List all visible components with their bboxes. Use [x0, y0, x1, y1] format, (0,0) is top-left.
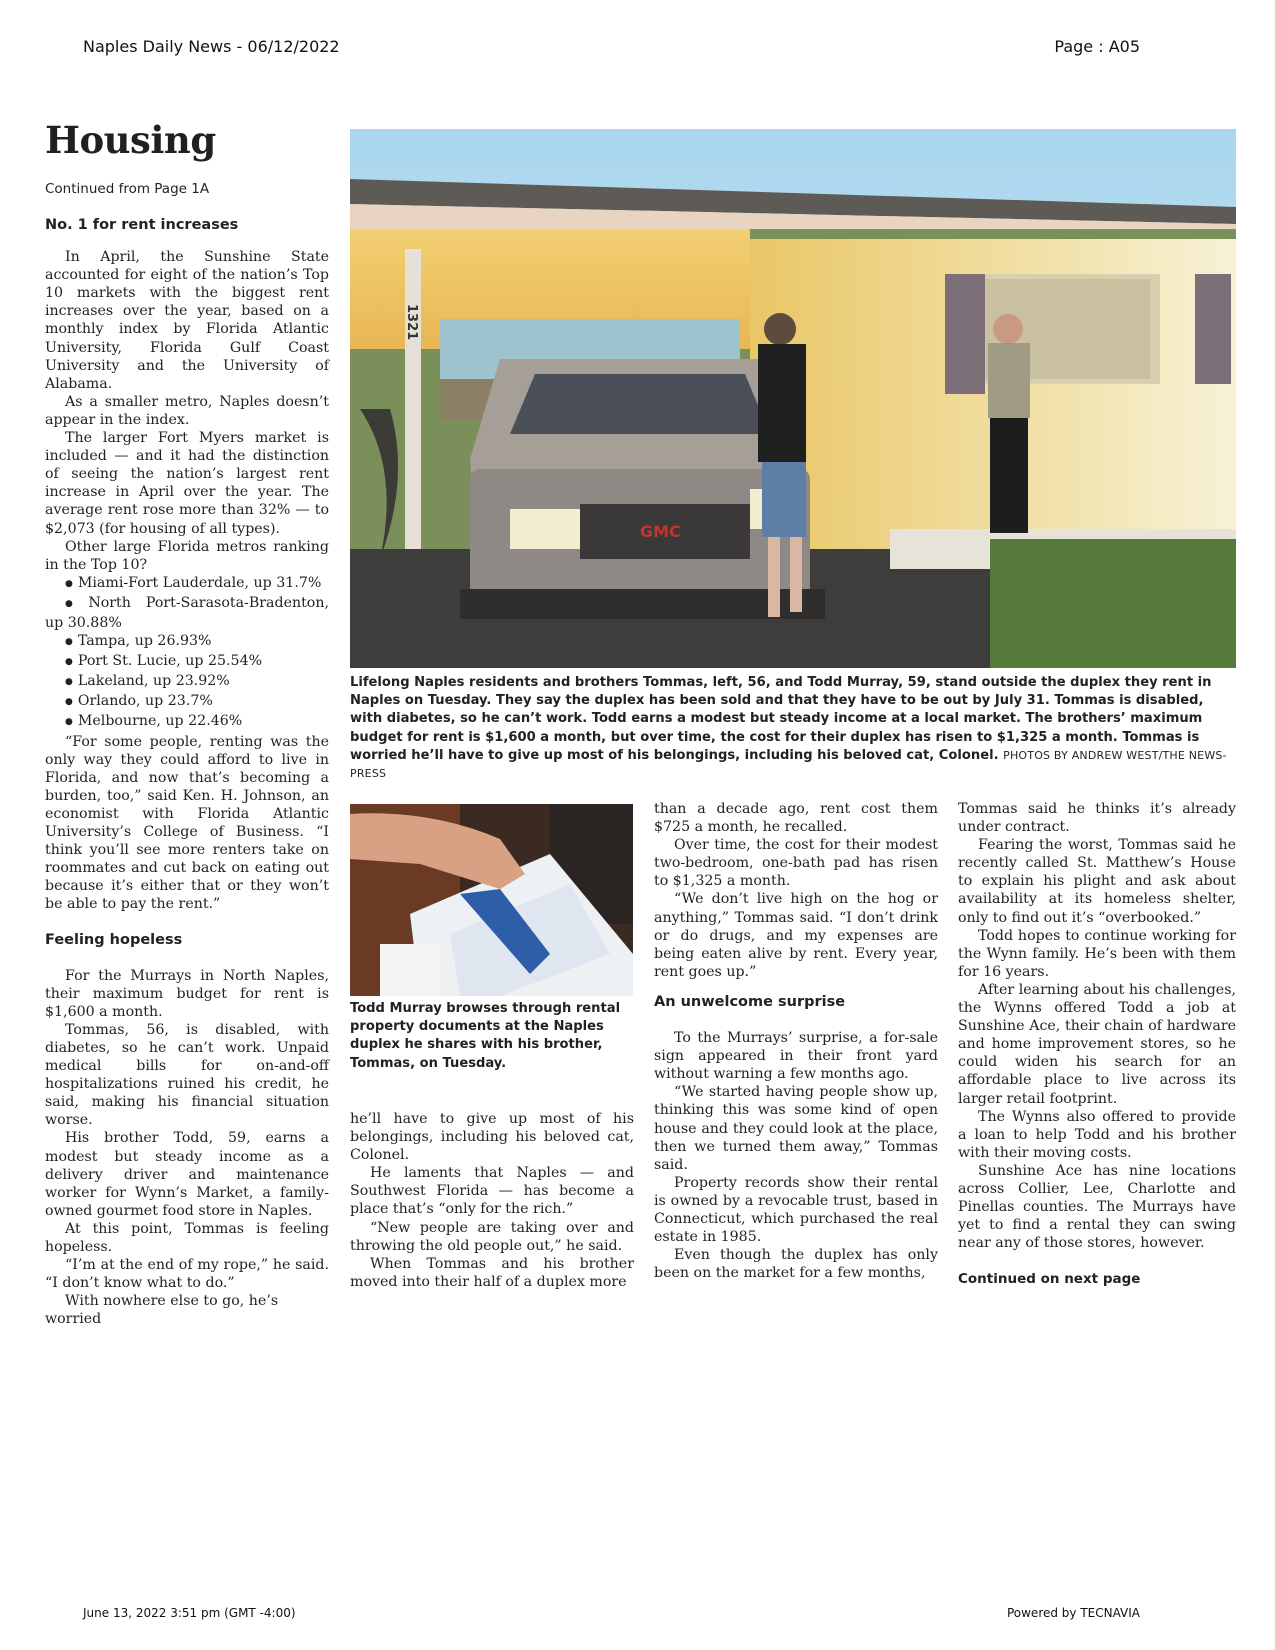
metro-list [45, 574, 329, 733]
list-item: ● Tampa, up 26.93% [45, 632, 329, 652]
paragraph: In April, the Sunshine State accounted for eight of the nation’s Top 10 markets with the biggest rent increases over the year, based on a monthly index by Florida Atlantic University, Florida Gulf Coast University and the University of Alabama. [45, 249, 329, 392]
documents-photo-caption: Todd Murray browses through rental property documents at the Naples duplex he shares with his brother, Tommas, on Tuesday. [350, 1001, 621, 1071]
article-headline: Housing [45, 118, 216, 162]
truck-badge: GMC [640, 522, 681, 541]
paragraph: As a smaller metro, Naples doesn’t appear in the index. [45, 393, 329, 428]
paragraph: “New people are taking over and throwing the old people out,” he said. [350, 1219, 634, 1254]
list-item: ● Orlando, up 23.7% [45, 692, 329, 712]
paragraph: “For some people, renting was the only way they could afford to live in Florida, and now that’s becoming a burden, too,” said Ken. H. Johnson, an economist with Florida Atlantic University’s College of Business. “I think you’ll see more renters take on roommates and cut back on eating out because it’s either that or they won’t be able to pay the rent.” [45, 733, 329, 913]
main-photo [350, 129, 1236, 668]
paragraph: When Tommas and his brother moved into their half of a duplex more [350, 1255, 634, 1290]
paragraph: At this point, Tommas is feeling hopeless. [45, 1220, 329, 1255]
paragraph: Tommas said he thinks it’s already under contract. [958, 801, 1236, 836]
paragraph: he’ll have to give up most of his belongings, including his beloved cat, Colonel. [350, 1111, 634, 1164]
paragraph: Fearing the worst, Tommas said he recently called St. Matthew’s House to explain his plight and ask about availability at its homeless shelter, only to find out it’s “overbooked.” [958, 837, 1236, 926]
paragraph: For the Murrays in North Naples, their maximum budget for rent is $1,600 a month. [45, 967, 329, 1020]
paragraph: Other large Florida metros ranking in the Top 10? [45, 538, 329, 573]
paragraph: Sunshine Ace has nine locations across Collier, Lee, Charlotte and Pinellas counties. The Murrays have yet to find a rental they can swing near any of those stores, however. [958, 1162, 1236, 1252]
paragraph: With nowhere else to go, he’s worried [45, 1293, 279, 1328]
article-column-3 [654, 800, 938, 1282]
subhead-rent-increases: No. 1 for rent increases [45, 217, 239, 233]
paragraph: He laments that Naples — and Southwest Florida — has become a place that’s “only for the rich.” [350, 1165, 634, 1218]
page-number: Page : A05 [1054, 37, 1140, 56]
continued-next-page: Continued on next page [958, 1271, 1141, 1288]
article-column-4 [958, 800, 1236, 1288]
paragraph: Tommas, 56, is disabled, with diabetes, so he can’t work. Unpaid medical bills for on-and-off hospitalizations ruined his credit, he said, making his financial situation worse. [45, 1021, 329, 1129]
publication-title: Naples Daily News - 06/12/2022 [83, 37, 340, 56]
paragraph: His brother Todd, 59, earns a modest but steady income as a delivery driver and maintenance worker for Wynn’s Market, a family-owned gourmet food store in Naples. [45, 1130, 329, 1219]
list-item: ● Lakeland, up 23.92% [45, 672, 329, 692]
photo-credit: PHOTOS BY ANDREW WEST/THE NEWS-PRESS [350, 748, 1227, 781]
documents-photo [350, 804, 633, 996]
subhead-feeling-hopeless: Feeling hopeless [45, 932, 183, 949]
main-photo-caption [350, 674, 1235, 783]
powered-by: Powered by TECNAVIA [1006, 1606, 1140, 1620]
article-column-2 [350, 1110, 634, 1291]
print-timestamp: June 13, 2022 3:51 pm (GMT -4:00) [83, 1606, 296, 1620]
house-number: 1321 [404, 304, 419, 341]
list-item: ● Melbourne, up 22.46% [45, 712, 329, 732]
paragraph: “We started having people show up, thinking this was some kind of open house and they could look at the place, then we turned them away,” Tommas said. [654, 1084, 938, 1173]
list-item: ● North Port-Sarasota-Bradenton, up 30.88% [45, 594, 329, 632]
paragraph: After learning about his challenges, the Wynns offered Todd a job at Sunshine Ace, their chain of hardware and home improvement stores, so he could widen his search for an affordable place to live across its larger retail footprint. [958, 981, 1236, 1107]
paragraph: To the Murrays’ surprise, a for-sale sign appeared in their front yard without warning a few months ago. [654, 1030, 938, 1083]
paragraph: Even though the duplex has only been on the market for a few months, [654, 1247, 938, 1282]
paragraph: “I’m at the end of my rope,” he said. “I don’t know what to do.” [45, 1257, 329, 1292]
caption-text: Lifelong Naples residents and brothers Tommas, left, 56, and Todd Murray, 59, stand outside the duplex they rent in Naples on Tuesday. They say the duplex has been sold and that they have to be out by July 31. Tommas is disabled, with diabetes, so he can’t work. Todd earns a modest but steady income at a local market. The brothers’ maximum budget for rent is $1,600 a month, but over time, the cost for their duplex has risen to $1,325 a month. Tommas is worried he’ll have to give up most of his belongings, including his beloved cat, Colonel. [350, 675, 1212, 763]
paragraph: Todd hopes to continue working for the Wynn family. He’s been with them for 16 years. [958, 927, 1236, 980]
continued-from: Continued from Page 1A [45, 181, 210, 197]
list-item: ● Miami-Fort Lauderdale, up 31.7% [45, 574, 329, 594]
paragraph: than a decade ago, rent cost them $725 a month, he recalled. [654, 801, 938, 836]
paragraph: The larger Fort Myers market is included — and it had the distinction of seeing the nation’s largest rent increase in April over the year. The average rent rose more than 32% — to $2,073 (for housing of all types). [45, 430, 329, 537]
subhead-unwelcome-surprise: An unwelcome surprise [654, 993, 846, 1010]
paragraph: Over time, the cost for their modest two-bedroom, one-bath pad has risen to $1,325 a month. [654, 837, 938, 890]
paragraph: Property records show their rental is owned by a revocable trust, based in Connecticut, which purchased the real estate in 1985. [654, 1174, 938, 1246]
article-column-1 [45, 216, 329, 1328]
list-item: ● Port St. Lucie, up 25.54% [45, 652, 329, 672]
paragraph: “We don’t live high on the hog or anything,” Tommas said. “I don’t drink or do drugs, and my expenses are being eaten alive by rent. Every year, rent goes up.” [654, 891, 938, 980]
paragraph: The Wynns also offered to provide a loan to help Todd and his brother with their moving costs. [958, 1108, 1236, 1161]
